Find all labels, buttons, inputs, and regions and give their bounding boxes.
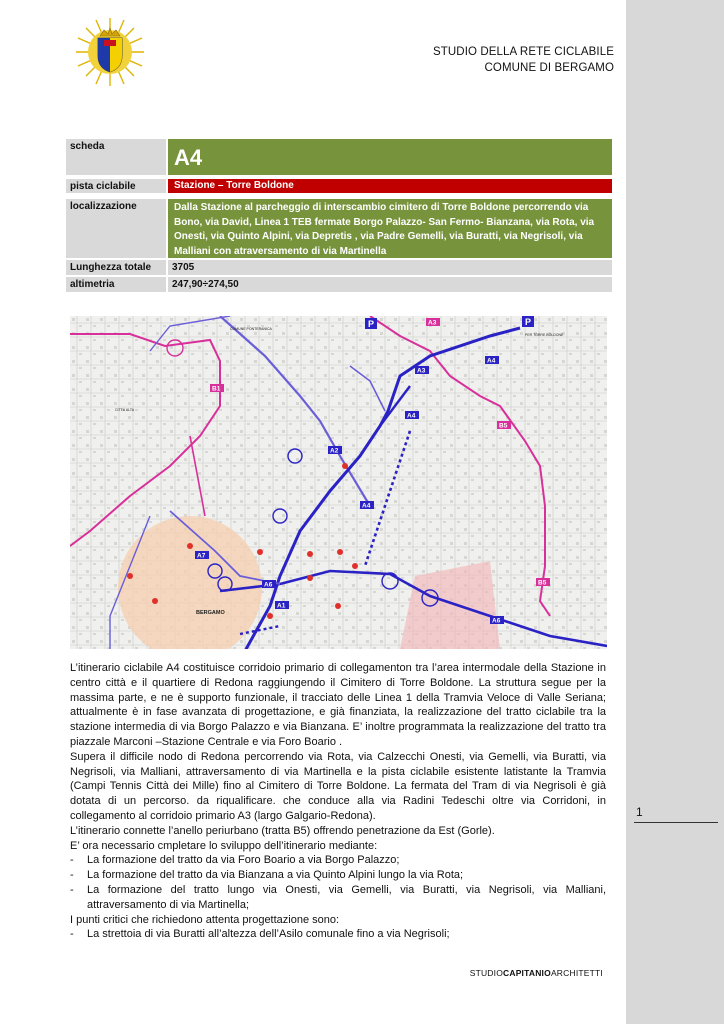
route-tag-b1: B1 <box>212 385 221 393</box>
route-tag-a6: A6 <box>492 617 501 625</box>
footer-studio-name <box>470 968 603 978</box>
row-lunghezza <box>66 260 612 275</box>
needs-list <box>70 853 606 912</box>
paragraph-critical: I punti critici che richiedono attenta progettazione sono: <box>70 913 340 926</box>
info-table <box>66 139 612 292</box>
lunghezza-label: Lunghezza totale <box>66 260 166 275</box>
route-map <box>70 316 607 649</box>
place-label-bergamo: BERGAMO <box>196 610 225 616</box>
route-tag-a4: A4 <box>487 357 496 365</box>
route-tag-a3: A3 <box>428 319 437 327</box>
parking-label: P <box>368 319 375 329</box>
list-item: - La strettoia di via Buratti all’altezza dell’Asilo comunale fino a via Negrisoli; <box>70 927 606 942</box>
footer-part: ARCHITETTI <box>550 968 603 978</box>
place-label-torre-boldone: PER TORRE BOLDONE <box>525 333 564 337</box>
row-pista-ciclabile <box>66 179 612 193</box>
paragraph-intro: L’itinerario ciclabile A4 costituisce corridoio primario di collegamenton tra l’area intermodale della Stazione in centro città e il quartiere di Redona raggiungendo il Cimitero di Torre Boldone. La struttura segue per la massima parte, e ne è supporto funzionale, il tracciato delle Linea 1 della Tramvia Veloce di Valle Seriana; attualmente è in fase avanzata di progettazione, e già finanziata, la realizzazione del tratto ciclabile tra la stazione intermedia di via Borgo Palazzo e via Bianzana. E’ inoltre programmata la realizzazione del tratto tra piazzale Marconi –Stazione Centrale e via Foro Boario . <box>70 662 606 748</box>
paragraph-redona: Supera il difficile nodo di Redona percorrendo via Rota, via Calzecchi Onesti, via Gemelli, via Buratti, via Negrisoli, via Malliani, attraversamento di via Martinella e la pista ciclabile esistente latistante la Tramvia (Campi Tennis Città dei Mille) fino al Cimitero di Torre Boldone. La fermata del Tram di via Negrisoli è già dotata di un percorso. da riqualificare. che conduce alla via Radini Tedeschi oltre via Corridoni, in collegamento al corridoio primario A3 (largo Galgario-Redona). <box>70 750 606 822</box>
scheda-value: A4 <box>168 139 612 175</box>
route-tag-a3: A3 <box>417 367 426 375</box>
route-tag-a7: A7 <box>197 552 206 560</box>
route-tag-a6: A6 <box>264 581 273 589</box>
place-label-ponteranica: COMUNE PONTERANICA <box>230 327 272 331</box>
scheda-label: scheda <box>66 139 166 175</box>
paragraph-ring: L’itinerario connette l’anello periurbano (tratta B5) offrendo penetrazione da Est (Gorle). <box>70 824 495 837</box>
list-item: - La formazione del tratto da via Foro Boario a via Borgo Palazzo; <box>70 853 606 868</box>
paragraph-needs: E’ ora necessario cmpletare lo sviluppo dell’itinerario mediante: <box>70 839 378 852</box>
route-tag-a1: A1 <box>277 602 286 610</box>
row-altimetria <box>66 277 612 292</box>
place-label-citta-alta: CITTÀ ALTA <box>115 408 135 412</box>
pista-value: Stazione – Torre Boldone <box>168 179 612 193</box>
footer-part-bold: CAPITANIO <box>503 968 551 978</box>
body-text <box>70 661 606 942</box>
lunghezza-value: 3705 <box>168 260 612 275</box>
route-tag-a4: A4 <box>362 502 371 510</box>
row-localizzazione <box>66 199 612 258</box>
side-band <box>626 0 724 1024</box>
header-title: STUDIO DELLA RETE CICLABILE <box>432 46 614 58</box>
altimetria-value: 247,90÷274,50 <box>168 277 612 292</box>
page-number: 1 <box>636 805 643 819</box>
critical-list <box>70 927 606 942</box>
row-scheda <box>66 139 612 175</box>
list-item: - La formazione del tratto lungo via Onesti, via Gemelli, via Buratti, via Negrisoli, via Malliani, attraversamento di via Martinella; <box>70 883 606 913</box>
header-block <box>433 44 614 76</box>
route-tag-a2: A2 <box>330 447 339 455</box>
route-tag-b5: B5 <box>499 422 508 430</box>
pista-label: pista ciclabile <box>66 179 166 193</box>
localizzazione-label: localizzazione <box>66 199 166 258</box>
list-item: - La formazione del tratto da via Bianzana a via Quinto Alpini lungo la via Rota; <box>70 868 606 883</box>
localizzazione-value: Dalla Stazione al parcheggio di interscambio cimitero di Torre Boldone percorrendo via Bono, via David, Linea 1 TEB fermate Borgo Palazzo- San Fermo- Bianzana, via Rota, via Onesti, via Quinto Alpini, via Depretis , via Padre Gemelli, via Buratti, via Negrisoli, via Malliani con atraversamento di via Martinella <box>168 199 612 258</box>
footer-part: STUDIO <box>469 968 504 978</box>
parking-label: P <box>525 317 532 327</box>
route-tag-a4: A4 <box>407 412 416 420</box>
page-number-rule <box>634 822 718 823</box>
bergamo-coat-of-arms-logo <box>72 16 148 88</box>
route-tag-b5: B5 <box>538 579 547 587</box>
altimetria-label: altimetria <box>66 277 166 292</box>
header-subtitle: COMUNE DI BERGAMO <box>484 62 614 74</box>
